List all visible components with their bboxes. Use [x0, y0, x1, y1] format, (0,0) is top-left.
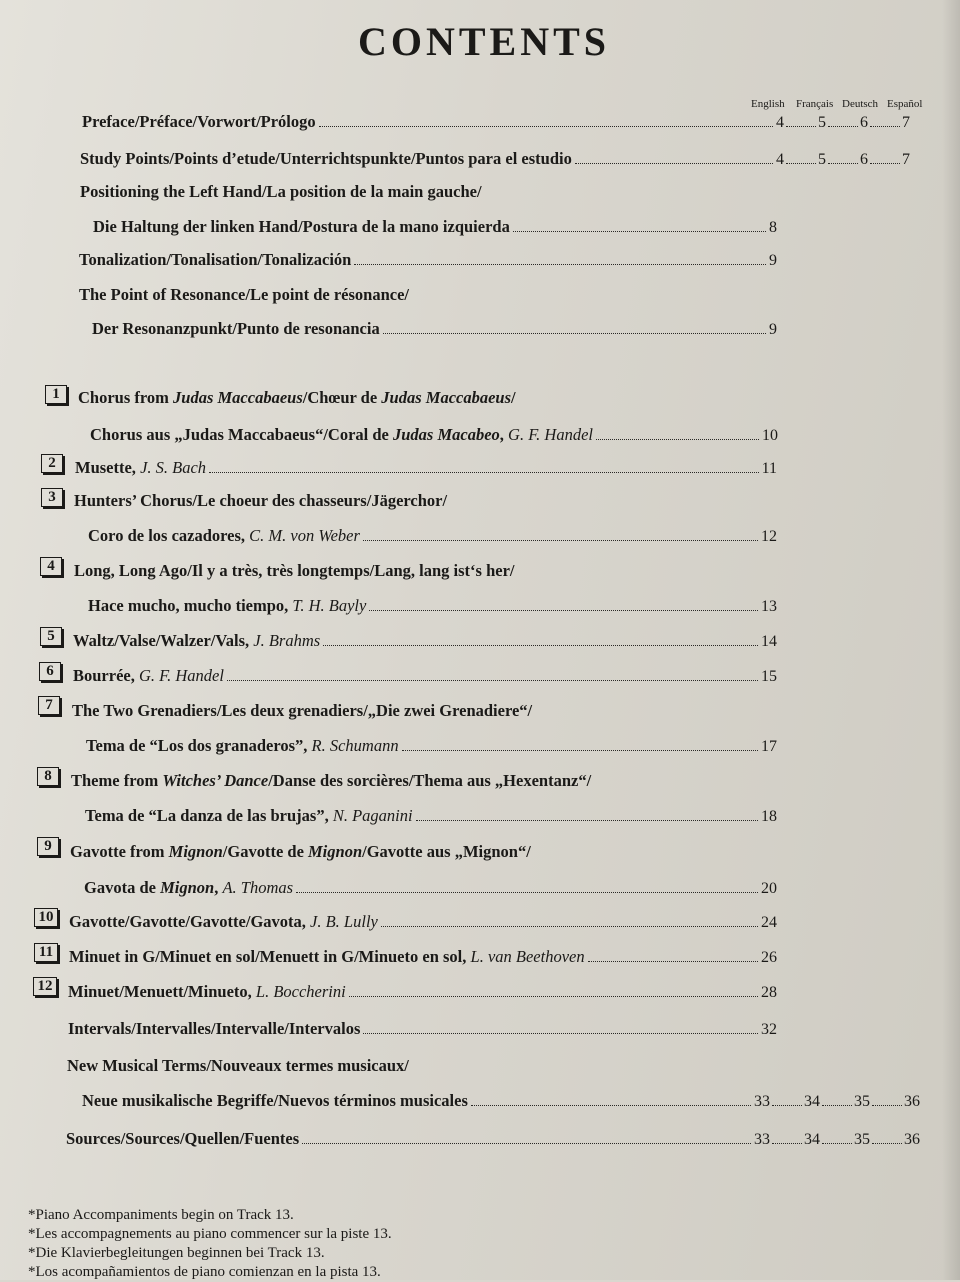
page-en: 4 — [776, 114, 784, 131]
entry-title: Positioning the Left Hand/La position de la main gauche/ — [80, 182, 482, 201]
entry-title: Neue musikalische Begriffe/Nuevos términos musicales — [82, 1091, 468, 1110]
page-fr: 5 — [818, 114, 826, 131]
dot-leader — [402, 749, 758, 751]
entry-title: Long, Long Ago/Il y a très, très longtemps/Lang, lang ist‘s her/ — [74, 561, 515, 580]
composer: T. H. Bayly — [292, 596, 367, 615]
toc-entry-resonance-line1[interactable] — [79, 281, 779, 305]
toc-piece-3-line1[interactable] — [74, 487, 774, 511]
page-title: CONTENTS — [357, 19, 611, 64]
entry-title: Minuet in G/Minuet en sol/Menuett in G/Minueto en sol, L. van Beethoven — [69, 947, 585, 966]
toc-entry-study-points[interactable] — [80, 145, 910, 169]
toc-piece-1-line2[interactable] — [90, 421, 778, 445]
page-de: 35 — [854, 1093, 870, 1110]
toc-entry-preface[interactable] — [82, 108, 910, 132]
footnotes — [28, 1206, 392, 1282]
page-en: 4 — [776, 151, 784, 168]
composer: N. Paganini — [332, 806, 413, 825]
composer: A. Thomas — [222, 878, 294, 897]
toc-piece-4-line2[interactable] — [88, 592, 777, 616]
entry-title: Intervals/Intervalles/Intervalle/Intervalos — [68, 1019, 361, 1038]
page-number: 10 — [762, 427, 778, 444]
toc-entry-terms-line1[interactable] — [67, 1052, 767, 1076]
page-numbers — [754, 1093, 920, 1111]
dot-leader — [416, 819, 758, 821]
toc-piece-3-line2[interactable] — [88, 522, 777, 546]
toc-piece-6[interactable] — [73, 662, 777, 686]
page-es: 7 — [902, 114, 910, 131]
entry-title: Study Points/Points d’etude/Unterrichtspunkte/Puntos para el estudio — [80, 149, 572, 168]
page-en: 33 — [754, 1093, 770, 1110]
entry-title: Tonalization/Tonalisation/Tonalización — [79, 250, 352, 269]
toc-piece-7-line1[interactable] — [72, 697, 772, 721]
page-number: 32 — [761, 1021, 777, 1038]
entry-title: Hace mucho, mucho tiempo, T. H. Bayly — [88, 596, 367, 615]
piece-number-box: 7 — [38, 696, 60, 715]
entry-title: Die Haltung der linken Hand/Postura de la mano izquierda — [93, 217, 510, 236]
toc-entry-tonalization[interactable] — [79, 246, 777, 270]
toc-piece-10[interactable] — [69, 908, 777, 932]
page-numbers — [776, 151, 910, 169]
entry-title: Sources/Sources/Quellen/Fuentes — [66, 1129, 300, 1148]
entry-title: Musette, J. S. Bach — [75, 458, 207, 477]
composer: J. S. Bach — [140, 458, 207, 477]
entry-title: Gavotte/Gavotte/Gavotte/Gavota, J. B. Lully — [69, 912, 378, 931]
composer: L. van Beethoven — [470, 947, 585, 966]
toc-piece-11[interactable] — [69, 943, 777, 967]
piece-number-box: 12 — [33, 977, 57, 996]
composer: L. Boccherini — [255, 982, 346, 1001]
piece-number-box: 3 — [41, 488, 63, 507]
dot-leader — [471, 1104, 751, 1106]
toc-piece-8-line1[interactable] — [71, 767, 771, 791]
page-fold-shadow — [942, 0, 960, 1280]
entry-title: Preface/Préface/Vorwort/Prólogo — [82, 112, 316, 131]
dot-leader — [296, 891, 758, 893]
dot-leader — [319, 125, 773, 127]
entry-title: The Point of Resonance/Le point de résonance/ — [79, 285, 409, 304]
entry-title: Tema de “Los dos granaderos”, R. Schumann — [86, 736, 399, 755]
page-fr: 5 — [818, 151, 826, 168]
entry-title: Hunters’ Chorus/Le choeur des chasseurs/Jägerchor/ — [74, 491, 448, 510]
page-es: 7 — [902, 151, 910, 168]
dot-leader — [363, 1032, 758, 1034]
lang-english: English — [751, 98, 785, 110]
dot-leader — [383, 332, 766, 334]
entry-title: Coro de los cazadores, C. M. von Weber — [88, 526, 360, 545]
piece-number-box: 10 — [34, 908, 58, 927]
entry-title: Theme from Witches’ Dance/Danse des sorcières/Thema aus „Hexentanz“/ — [71, 771, 592, 790]
page-number: 15 — [761, 668, 777, 685]
page-number: 18 — [761, 808, 777, 825]
toc-piece-2[interactable] — [75, 454, 777, 478]
page-numbers — [776, 114, 910, 132]
toc-entry-sources[interactable] — [66, 1125, 920, 1149]
entry-title: Gavotte from Mignon/Gavotte de Mignon/Gavotte aus „Mignon“/ — [70, 842, 531, 861]
page-de: 35 — [854, 1131, 870, 1148]
entry-title: The Two Grenadiers/Les deux grenadiers/„Die zwei Grenadiere“/ — [72, 701, 533, 720]
footnote-es: *Los acompañamientos de piano comienzan en la pista 13. — [28, 1264, 381, 1280]
page-de: 6 — [860, 114, 868, 131]
entry-title: Bourrée, G. F. Handel — [73, 666, 224, 685]
dot-leader — [354, 263, 766, 265]
entry-title: Der Resonanzpunkt/Punto de resonancia — [92, 319, 380, 338]
dot-leader — [513, 230, 766, 232]
page-es: 36 — [904, 1093, 920, 1110]
toc-piece-1-line1[interactable] — [78, 384, 778, 408]
piece-number-box: 5 — [40, 627, 62, 646]
page-number: 28 — [761, 984, 777, 1001]
dot-leader — [302, 1142, 751, 1144]
piece-number-box: 1 — [45, 385, 67, 404]
composer: R. Schumann — [311, 736, 399, 755]
footnote-en: *Piano Accompaniments begin on Track 13. — [28, 1207, 294, 1223]
page-fr: 34 — [804, 1131, 820, 1148]
dot-leader — [209, 471, 759, 473]
lang-french: Français — [796, 98, 834, 110]
entry-title: New Musical Terms/Nouveaux termes musicaux/ — [67, 1056, 409, 1075]
piece-number-box: 11 — [34, 943, 58, 962]
entry-title: Tema de “La danza de las brujas”, N. Paganini — [85, 806, 413, 825]
entry-title: Chorus aus „Judas Maccabaeus“/Coral de Judas Macabeo, G. F. Handel — [90, 425, 593, 444]
composer: J. B. Lully — [310, 912, 378, 931]
toc-entry-left-hand-line1[interactable] — [80, 178, 780, 202]
toc-piece-4-line1[interactable] — [74, 557, 774, 581]
toc-piece-9-line1[interactable] — [70, 838, 770, 862]
page-number: 9 — [769, 321, 777, 338]
page-number: 8 — [769, 219, 777, 236]
composer: J. Brahms — [253, 631, 321, 650]
page-de: 6 — [860, 151, 868, 168]
dot-leader — [369, 609, 758, 611]
footnote-fr: *Les accompagnements au piano commencer sur la piste 13. — [28, 1226, 392, 1242]
dot-leader — [227, 679, 758, 681]
page-numbers — [754, 1131, 920, 1149]
toc-entry-terms-line2[interactable] — [82, 1087, 920, 1111]
dot-leader — [588, 960, 758, 962]
page-number: 9 — [769, 252, 777, 269]
lang-german: Deutsch — [842, 98, 879, 110]
dot-leader — [363, 539, 758, 541]
piece-number-box: 2 — [41, 454, 63, 473]
entry-title: Chorus from Judas Maccabaeus/Chœur de Judas Maccabaeus/ — [78, 388, 516, 407]
entry-title: Waltz/Valse/Walzer/Vals, J. Brahms — [73, 631, 321, 650]
dot-leader — [349, 995, 758, 997]
page-number: 12 — [761, 528, 777, 545]
toc-piece-5[interactable] — [73, 627, 777, 651]
entry-title: Minuet/Menuett/Minueto, L. Boccherini — [68, 982, 346, 1001]
entry-title: Gavota de Mignon, A. Thomas — [84, 878, 294, 897]
page-fr: 34 — [804, 1093, 820, 1110]
page-en: 33 — [754, 1131, 770, 1148]
toc-entry-left-hand-line2[interactable] — [93, 213, 777, 237]
dot-leader — [381, 925, 758, 927]
toc-piece-8-line2[interactable] — [85, 802, 777, 826]
composer: C. M. von Weber — [249, 526, 360, 545]
page-number: 24 — [761, 914, 777, 931]
page-es: 36 — [904, 1131, 920, 1148]
page-number: 11 — [761, 460, 777, 477]
toc-piece-9-line2[interactable] — [84, 874, 777, 898]
toc-piece-7-line2[interactable] — [86, 732, 777, 756]
footnote-de: *Die Klavierbegleitungen beginnen bei Track 13. — [28, 1245, 325, 1261]
piece-number-box: 4 — [40, 557, 62, 576]
page-number: 20 — [761, 880, 777, 897]
toc-entry-intervals[interactable] — [68, 1015, 777, 1039]
page-number: 17 — [761, 738, 777, 755]
page-number: 13 — [761, 598, 777, 615]
toc-entry-resonance-line2[interactable] — [92, 315, 777, 339]
page-number: 14 — [761, 633, 777, 650]
page-number: 26 — [761, 949, 777, 966]
piece-number-box: 6 — [39, 662, 61, 681]
composer: G. F. Handel — [508, 425, 593, 444]
piece-number-box: 8 — [37, 767, 59, 786]
dot-leader — [575, 162, 773, 164]
dot-leader — [323, 644, 758, 646]
lang-spanish: Español — [887, 98, 923, 110]
piece-number-box: 9 — [37, 837, 59, 856]
composer: G. F. Handel — [138, 666, 224, 685]
dot-leader — [596, 438, 759, 440]
toc-piece-12[interactable] — [68, 978, 777, 1002]
